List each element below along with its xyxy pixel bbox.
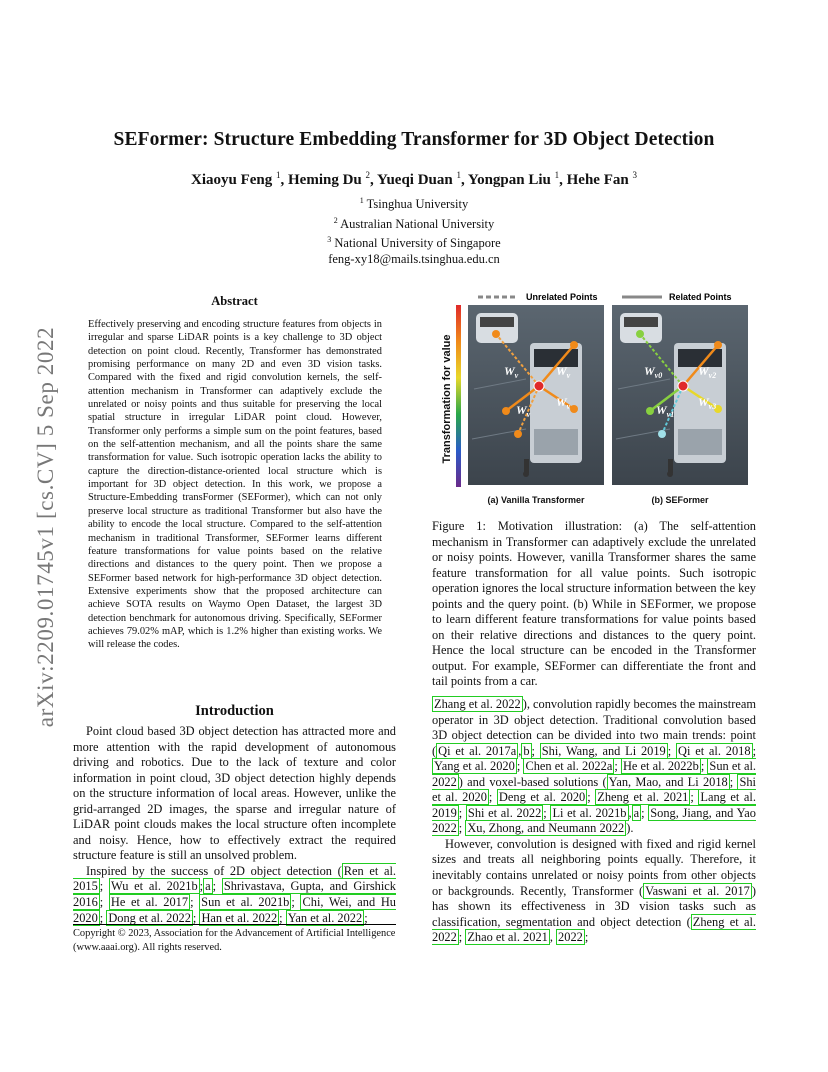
panel-b-label: (b) SEFormer [651,495,709,505]
paragraph: Zhang et al. 2022 ), convolution rapidly becomes the mainstream operator in 3D object detection. Traditional convolution based 3D object detection can be divided into two main trends: point ( Qi et al. 2017a , b ; Shi, Wang, and Li 2019 ; Qi et al. 2018 ; Yang et al. 2020 ; Chen et al. 2022a ; He et al. 2022b ; Sun et al. 2022 ) and voxel-based solutions ( Yan, Mao, and Li 2018 ; Shi et al. 2020 ; Deng et al. 2020 ; Zheng et al. 2021 ; Lang et al. 2019 ; Shi et al. 2022 ; Li et al. 2021b , a ; Song, Jiang, and Yao 2022 ; Xu, Zhong, and Neumann 2022 ). [432,697,757,836]
panel-a-scene [468,305,604,485]
citation-link[interactable]: Sun et al. 2022 [432,759,756,789]
citation-link[interactable]: Ren et al. 2015 [73,863,396,894]
section-heading-introduction: Introduction [195,703,274,719]
citation-link[interactable]: Wu et al. 2021b [111,879,198,894]
citation-link[interactable]: Zheng et al. 2021 [597,790,689,805]
panel-b-scene [612,305,748,485]
email: feng-xy18@mails.tsinghua.edu.cn [328,251,500,266]
paragraph: Point cloud based 3D object detection has attracted more and more attention with the rapid development of autonomous driving and robotics. Due to the lack of texture and color information in point cloud, 3D object detection highly depends on the structure information of local areas. However, unlike the grid-arranged 2D images, the sparse and irregular nature of LiDAR point clouds makes the local structure often incomplete and noisy. Hence, how to effectively extract the required structure feature is still an unsolved problem. [73,724,396,863]
paper-title: SEFormer: Structure Embedding Transformer for 3D Object Detection [113,129,715,150]
citation-link[interactable]: Xu, Zhong, and Neumann 2022 [467,821,625,836]
right-column-body [432,697,756,946]
citation-link[interactable]: Qi et al. 2018 [678,743,751,758]
svg-text:Wv: $W_v$ [504,364,519,380]
citation-link[interactable]: Zhang et al. 2022 [434,697,521,711]
paragraph: However, convolution is designed with fixed and rigid kernel sizes and treats all neighboring points equally. Therefore, it inevitably contains unrelated or noisy points from other objects or backgrounds. Recently, Transformer ( Vaswani et al. 2017 ) has shown its effectiveness in 3D vision tasks such as classification, segmentation and object detection ( Zheng et al. 2022 ; Zhao et al. 2021 , 2022 ; [432,836,756,945]
citation-link[interactable]: Chen et al. 2022a [525,759,613,774]
citation-link[interactable]: Song, Jiang, and Yao 2022 [432,805,756,836]
colorbar [456,305,461,487]
author: Yueqi Duan [376,172,453,188]
author-list: Xiaoyu Feng $^1$, Heming Du $^2$, Yueqi Duan $^1$, Yongpan Liu $^1$, Hehe Fan $^3$ [191,170,637,188]
citation-link[interactable]: a [205,879,211,894]
citation-link[interactable]: a [633,805,640,820]
figure-1-illustration [436,289,756,511]
svg-text:Wv: $W_v$ [556,364,571,380]
author: Yongpan Liu [467,172,551,188]
author: Hehe Fan [566,172,629,188]
citation-link[interactable]: Lang et al. 2019 [432,790,756,820]
affiliation: Tsinghua University [366,197,469,212]
figure-caption [432,519,756,690]
svg-text:Wv3: $W_{v3}$ [698,395,717,411]
svg-text:Wv2: $W_{v2}$ [698,364,717,380]
caption-text: Motivation illustration: (a) The self-attention mechanism in Transformer can adaptively exclude the unrelated or noisy points. However, vanilla Transformer shares the same feature transformation for all value points. Such isotropic operation ignores the local structure information between the key points and the query point. (b) While in SEFormer, we propose to learn different feature transformations for value points based on their relative directions and distances to the query point. Hence the local structure can be encoded in the Transformer output. For example, SEFormer can differentiate the front and tail points from a car. [432,519,756,689]
citation-link[interactable]: He et al. 2022b [622,759,699,774]
citation-link[interactable]: Yan et al. 2022 [287,910,363,925]
affiliation: National University of Singapore [334,236,501,251]
svg-text:Wv0: $W_{v0}$ [644,364,663,380]
citation-link[interactable]: Shi, Wang, and Li 2019 [541,743,666,758]
affiliation: Australian National University [340,216,495,231]
citation-link[interactable]: Dong et al. 2022 [108,910,191,925]
citation-link[interactable]: Han et al. 2022 [201,910,278,925]
introduction-body [73,724,396,926]
citation-link[interactable]: Shi et al. 2020 [432,774,756,805]
caption-label: Figure 1: [432,519,486,533]
legend-related: Related Points [669,292,732,302]
svg-text:Wv: $W_v$ [516,403,531,419]
citation-link[interactable]: Yang et al. 2020 [434,759,515,774]
citation-link[interactable]: Chi, Wei, and Hu 2020 [73,895,396,925]
svg-text:Wv1: $W_{v1}$ [656,403,675,419]
citation-link[interactable]: Yan, Mao, and Li 2018 [608,774,728,789]
citation-link[interactable]: Shi et al. 2022 [467,805,542,820]
arxiv-stamp: arXiv:2209.01745v1 [cs.CV] 5 Sep 2022 [33,326,58,728]
citation-link[interactable]: Qi et al. 2017a [438,743,517,758]
citation-link[interactable]: b [523,743,530,758]
yaxis-label: Transformation for value [441,334,453,464]
copyright-footnote: Copyright © 2023, Association for the Advancement of Artificial Intelligence (www.aaai.org). All rights reserved. [73,924,396,954]
citation-link[interactable]: Vaswani et al. 2017 [645,883,750,898]
svg-text:Wv: $W_v$ [556,395,571,411]
citation-link[interactable]: Li et al. 2021b [552,805,627,820]
citation-link[interactable]: Sun et al. 2021b [201,895,290,910]
citation-link[interactable]: Zhao et al. 2021 [467,930,548,945]
citation-link[interactable]: Zheng et al. 2022 [432,914,756,945]
abstract-heading: Abstract [211,294,258,308]
author: Heming Du [288,172,362,188]
panel-a-label: (a) Vanilla Transformer [487,495,585,505]
author: Xiaoyu Feng [191,172,273,188]
figure-1 [436,289,756,511]
citation-link[interactable]: Shrivastava, Gupta, and Girshick 2016 [73,879,396,910]
affiliations: $^1$ Tsinghua University $^2$ Australian National University $^3$ National University of Singapore feng-xy18@mails.tsinghua.edu.cn [0,193,828,267]
legend-unrelated: Unrelated Points [526,292,598,302]
citation-link[interactable]: 2022 [558,930,583,945]
paragraph: Inspired by the success of 2D object detection ( Ren et al. 2015 ; Wu et al. 2021b ; a ; Shrivastava, Gupta, and Girshick 2016 ; He et al. 2017 ; Sun et al. 2021b ; Chi, Wei, and Hu 2020 ; Dong et al. 2022 ; Han et al. 2022 ; Yan et al. 2022 ; [73,863,396,925]
citation-link[interactable]: He et al. 2017 [110,895,189,910]
abstract-text: Effectively preserving and encoding structure features from objects in irregular and sparse LiDAR points is a key challenge to 3D object detection on point cloud. Recently, Transformer has demonstrated promising performance on many 2D and even 3D vision tasks. Compared with the fixed and rigid convolution kernels, the self-attention mechanism in Transformer can adaptively exclude the unrelated or noisy points and thus suitable for preserving the local spatial structure in irregular LiDAR point cloud. However, Transformer only performs a simple sum on the point features, based on the self-attention mechanism, and all the points share the same transformation for value. Such isotropic operation lacks the ability to capture the direction-distance-oriented local structure which is important for 3D object detection. In this work, we propose a Structure-Embedding transFormer (SEFormer), which can not only preserve local structure as traditional Transformer but also have the ability to encode the local structure. Compared to the self-attention mechanism in traditional Transformer, SEFormer learns different feature transformations for value points based on the relative directions and distances to the query point. Then we propose a SEFormer based network for high-performance 3D object detection. Extensive experiments show that the proposed architecture can achieve SOTA results on Waymo Open Dataset, the largest 3D detection benchmark for autonomous driving. Specifically, SEFormer achieves 79.02% mAP, which is 1.2% higher than existing works. We will release the codes. [88,319,382,651]
citation-link[interactable]: Deng et al. 2020 [498,790,586,805]
